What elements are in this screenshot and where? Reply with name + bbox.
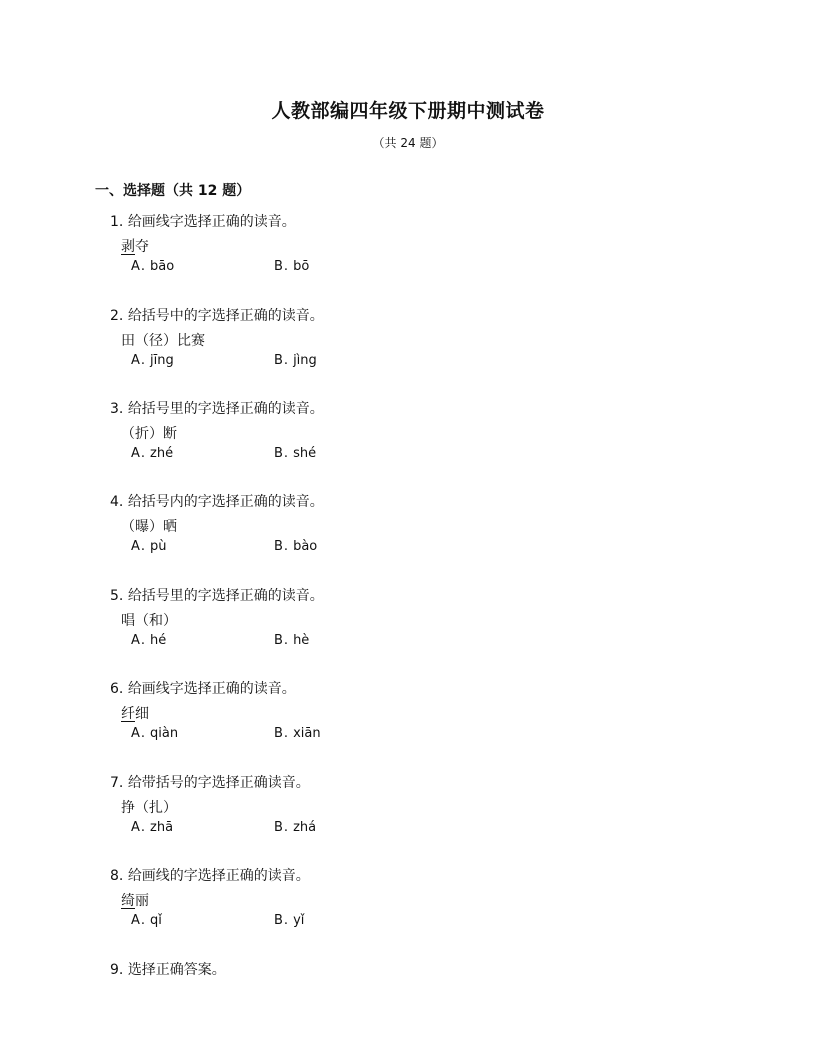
option-text: jīng: [150, 353, 174, 368]
question-text: [110, 678, 296, 698]
question-text: [110, 305, 324, 325]
option-a[interactable]: A. zhā: [131, 820, 174, 835]
option-a[interactable]: A. qǐ: [131, 913, 162, 928]
option-a[interactable]: A. qiàn: [131, 726, 179, 741]
option-text: hé: [150, 633, 167, 648]
question-item: [0, 865, 816, 945]
question-prompt: 给括号里的字选择正确的读音。: [127, 401, 324, 417]
option-label: B: [274, 353, 283, 368]
option-text: bō: [293, 259, 310, 274]
question-number: 7.: [110, 775, 124, 791]
option-text: shé: [293, 446, 317, 461]
option-b[interactable]: B. xiān: [274, 726, 321, 741]
question-word: [121, 703, 149, 723]
question-number: 2.: [110, 308, 124, 324]
option-text: pù: [150, 539, 167, 554]
word-before: 挣（扎）: [121, 800, 177, 816]
question-item: [0, 585, 816, 665]
question-text: [110, 211, 296, 231]
question-word: [121, 610, 177, 630]
option-label: B: [274, 820, 283, 835]
option-a[interactable]: A. hé: [131, 633, 167, 648]
question-prompt: 给括号里的字选择正确的读音。: [127, 588, 324, 604]
option-label: A: [131, 259, 140, 274]
question-number: 5.: [110, 588, 124, 604]
option-label: A: [131, 446, 140, 461]
question-item: [0, 491, 816, 571]
option-text: bào: [293, 539, 318, 554]
underlined-char: 剥: [121, 239, 135, 255]
option-label: B: [274, 259, 283, 274]
page-title: 人教部编四年级下册期中测试卷: [271, 100, 545, 122]
word-after: 细: [135, 706, 149, 722]
option-a[interactable]: A. bāo: [131, 259, 175, 274]
option-b[interactable]: B. bào: [274, 539, 318, 554]
option-text: jìng: [293, 353, 317, 368]
question-count: （共 24 题）: [372, 136, 444, 150]
underlined-char: 纤: [121, 706, 135, 722]
question-prompt: 给画线字选择正确的读音。: [127, 681, 296, 697]
word-before: （曝）晒: [121, 519, 177, 535]
option-text: xiān: [293, 726, 321, 741]
question-number: 1.: [110, 214, 124, 230]
option-label: A: [131, 633, 140, 648]
option-a[interactable]: A. jīng: [131, 353, 174, 368]
option-text: qiàn: [150, 726, 179, 741]
question-word: [121, 236, 149, 256]
word-before: （折）断: [121, 426, 177, 442]
option-a[interactable]: A. pù: [131, 539, 167, 554]
word-before: 唱（和）: [121, 613, 177, 629]
question-item: [0, 211, 816, 291]
option-text: bāo: [150, 259, 175, 274]
question-item: [0, 678, 816, 758]
question-text: [110, 772, 310, 792]
option-label: A: [131, 539, 140, 554]
question-item: [0, 398, 816, 478]
option-text: qǐ: [150, 913, 162, 928]
question-number: 9.: [110, 962, 124, 978]
question-text: [110, 398, 324, 418]
question-text: [110, 585, 324, 605]
question-word: [121, 890, 149, 910]
option-label: B: [274, 913, 283, 928]
question-word: [121, 797, 177, 817]
question-number: 8.: [110, 868, 124, 884]
option-label: A: [131, 913, 140, 928]
option-text: zhé: [150, 446, 174, 461]
word-before: 田（径）比赛: [121, 333, 205, 349]
question-text: [110, 959, 226, 979]
question-word: [121, 516, 177, 536]
option-b[interactable]: B. shé: [274, 446, 317, 461]
question-prompt: 给带括号的字选择正确读音。: [127, 775, 310, 791]
option-label: B: [274, 726, 283, 741]
question-item: [0, 959, 816, 1039]
option-b[interactable]: B. zhá: [274, 820, 317, 835]
option-text: zhá: [293, 820, 317, 835]
question-item: [0, 305, 816, 385]
option-b[interactable]: B. hè: [274, 633, 310, 648]
option-text: zhā: [150, 820, 174, 835]
question-prompt: 给括号中的字选择正确的读音。: [127, 308, 324, 324]
option-b[interactable]: B. jìng: [274, 353, 317, 368]
option-label: B: [274, 539, 283, 554]
option-label: B: [274, 633, 283, 648]
question-word: [121, 330, 205, 350]
word-after: 夺: [135, 239, 149, 255]
option-label: A: [131, 820, 140, 835]
question-item: [0, 772, 816, 852]
option-a[interactable]: A. zhé: [131, 446, 174, 461]
option-text: hè: [293, 633, 310, 648]
question-number: 3.: [110, 401, 124, 417]
option-b[interactable]: B. yǐ: [274, 913, 305, 928]
section-heading: 一、选择题（共 12 题）: [95, 183, 251, 199]
underlined-char: 绮: [121, 893, 135, 909]
option-label: A: [131, 353, 140, 368]
option-b[interactable]: B. bō: [274, 259, 310, 274]
question-prompt: 选择正确答案。: [127, 962, 226, 978]
question-text: [110, 491, 324, 511]
question-word: [121, 423, 177, 443]
question-text: [110, 865, 310, 885]
question-number: 6.: [110, 681, 124, 697]
word-after: 丽: [135, 893, 149, 909]
question-number: 4.: [110, 494, 124, 510]
option-label: A: [131, 726, 140, 741]
option-text: yǐ: [293, 913, 305, 928]
question-prompt: 给画线字选择正确的读音。: [127, 214, 296, 230]
question-prompt: 给画线的字选择正确的读音。: [127, 868, 310, 884]
question-prompt: 给括号内的字选择正确的读音。: [127, 494, 324, 510]
option-label: B: [274, 446, 283, 461]
